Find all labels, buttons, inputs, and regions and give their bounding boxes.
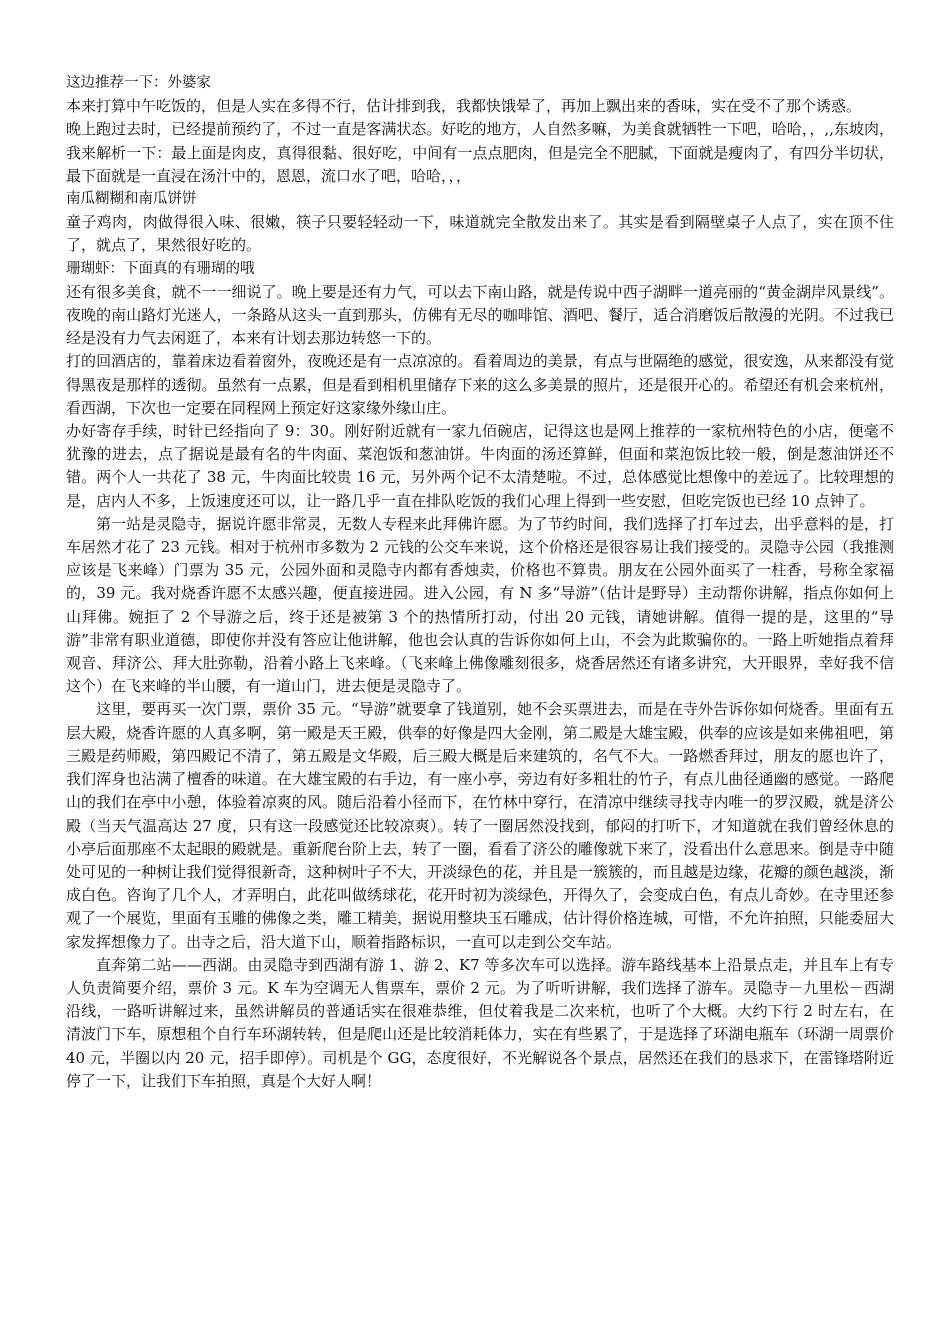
caption-coral-shrimp: 珊瑚虾：下面真的有珊瑚的哦 — [66, 260, 255, 277]
caption-pumpkin-dishes: 南瓜糊糊和南瓜饼饼 — [66, 191, 197, 208]
recommendation-heading: 这边推荐一下：外婆家 — [66, 75, 211, 91]
paragraph-temple-halls: 这里，要再买一次门票，票价 35 元。“导游”就要拿了钱道别，她不会买票进去，而是在寺外告诉你如何烧香。里面有五层大殿，烧香许愿的人真多啊，第一殿是天王殿，供奉的好像是四大金刚，第二殿是大雄宝殿，供奉的应该是如来佛祖吧，第三殿是药师殿，第四殿记不清了，第五殿是文华殿，后三殿大概是后来建筑的，名气不大。一路燃香拜过，朋友的愿也许了，我们浑身也沾满了檀香的味道。在大雄宝殿的右手边，有一座小亭，旁边有好多粗壮的竹子，有点儿曲径通幽的感觉。一路爬山的我们在亭中小憩，体验着凉爽的风。随后沿着小径而下，在竹林中穿行，在清凉中继续寻找寺内唯一的罗汉殿，就是济公殿（当天气温高达 27 度，只有这一段感觉还比较凉爽）。转了一圈居然没找到，郁闷的打听下，才知道就在我们曾经休息的小亭后面那座不太起眼的殿就是。重新爬台阶上去，转了一圈，看看了济公的雕像就下来了，没看出什么意思来。倒是寺中随处可见的一种树让我们觉得很新奇，这种树叶子不大，开淡绿色的花，并且是一簇簇的，而且越是边缘，花瓣的颜色越淡，渐成白色。咨询了几个人，才弄明白，此花叫做绣球花，花开时初为淡绿色，开得久了，会变成白色，有点儿奇妙。在寺里还参观了一个展览，里面有玉雕的佛像之类，雕工精美，据说用整块玉石雕成，估计得价格连城，可惜，不允许拍照，只能委屈大家发挥想像力了。出寺之后，沿大道下山，顺着指路标识，一直可以走到公交车站。 — [66, 700, 894, 951]
paragraph-lingyin-temple: 第一站是灵隐寺，据说许愿非常灵，无数人专程来此拜佛许愿。为了节约时间，我们选择了打车过去，出乎意料的是，打车居然才花了 23 元钱。相对于杭州市多数为 2 元钱的公交车来说，这个价格还是很容易让我们接受的。灵隐寺公园（我推测应该是飞来峰）门票为 35 元，公园外面和灵隐寺内都有香烛卖，价格也不算贵。朋友在公园外面买了一柱香，号称全家福的，39 元。我对烧香许愿不太感兴趣，便直接进园。进入公园，有 N 多“导游”（估计是野导）主动帮你讲解，指点你如何上山拜佛。婉拒了 2 个导游之后，终于还是被第 3 个的热情所打动，付出 20 元钱，请她讲解。值得一提的是，这里的“导游”非常有职业道德，即使你并没有答应让他讲解，他也会认真的告诉你如何上山，不会为此欺骗你的。一路上听她指点着拜观音、拜济公、拜大肚弥勒，沿着小路上飞来峰。（飞来峰上佛像雕刻很多，烧香居然还有诸多讲究，大开眼界，幸好我不信这个）在飞来峰的半山腰，有一道山门，进去便是灵隐寺了。 — [66, 514, 894, 696]
document-page — [66, 72, 894, 1093]
paragraph-dongpo-pork: 晚上跑过去时，已经提前预约了，不过一直是客满状态。好吃的地方，人自然多嘛，为美食就牺牲一下吧，哈哈，，,,东坡肉，我来解析一下：最上面是肉皮，真得很黏、很好吃，中间有一点点肥肉，但是完全不肥腻，下面就是瘦肉了，有四分半切状，最下面就是一直浸在汤汁中的，恩恩，流口水了吧，哈哈，，， — [66, 120, 894, 185]
paragraph-west-lake: 直奔第二站——西湖。由灵隐寺到西湖有游 1、游 2、K7 等多次车可以选择。游车路线基本上沿景点走，并且车上有专人负责简要介绍，票价 3 元。K 车为空调无人售票车，票价 2 元。为了听听讲解，我们选择了游车。灵隐寺－九里松－西湖沿线，一路听讲解过来，虽然讲解员的普通话实在很难恭维，但仗着我是二次来杭，也听了个大概。大约下行 2 时左右，在清波门下车，原想租个自行车环湖转转，但是爬山还是比较消耗体力，实在有些累了，于是选择了环湖电瓶车（环湖一周票价 40 元，半圈以内 20 元，招手即停）。司机是个 GG，态度很好，不光解说各个景点，居然还在我们的恳求下，在雷锋塔附近停了一下，让我们下车拍照，真是个大好人啊！ — [66, 955, 894, 1090]
paragraph-hotel-night: 打的回酒店的，靠着床边看着窗外，夜晚还是有一点凉凉的。看着周边的美景，有点与世隔绝的感觉，很安逸，从来都没有觉得黑夜是那样的透彻。虽然有一点累，但是看到相机里储存下来的这么多美景的照片，还是很开心的。希望还有机会来杭州，看西湖，下次也一定要在同程网上预定好这家缘外缘山庄。 — [66, 352, 894, 417]
paragraph-lunch-crowd: 本来打算中午吃饭的，但是人实在多得不行，估计排到我，我都快饿晕了，再加上飘出来的香味，实在受不了那个诱惑。 — [66, 97, 862, 116]
paragraph-chicken: 童子鸡肉，肉做得很入味、很嫩，筷子只要轻轻动一下，味道就完全散发出来了。其实是看到隔壁桌子人点了，实在顶不住了，就点了，果然很好吃的。 — [66, 213, 894, 255]
paragraph-noodle-shop: 办好寄存手续，时针已经指向了 9：30。刚好附近就有一家九佰碗店，记得这也是网上推荐的一家杭州特色的小店，便毫不犹豫的进去，点了据说是最有名的牛肉面、菜泡饭和葱油饼。牛肉面的汤还算鲜，但面和菜泡饭比较一般，倒是葱油饼还不错。两个人一共花了 38 元，牛肉面比较贵 16 元，另外两个记不太清楚啦。不过，总体感觉比想像中的差远了。比较理想的是，店内人不多，上饭速度还可以，让一路几乎一直在排队吃饭的我们心理上得到一些安慰，但吃完饭也已经 10 点钟了。 — [66, 422, 894, 510]
paragraph-nanshan-road: 还有很多美食，就不一一细说了。晚上要是还有力气，可以去下南山路，就是传说中西子湖畔一道亮丽的“黄金湖岸风景线”。夜晚的南山路灯光迷人，一条路从这头一直到那头，仿佛有无尽的咖啡馆、酒吧、餐厅，适合消磨饭后散漫的光阴。不过我已经是没有力气去闲逛了，本来有计划去那边转悠一下的。 — [66, 282, 894, 348]
